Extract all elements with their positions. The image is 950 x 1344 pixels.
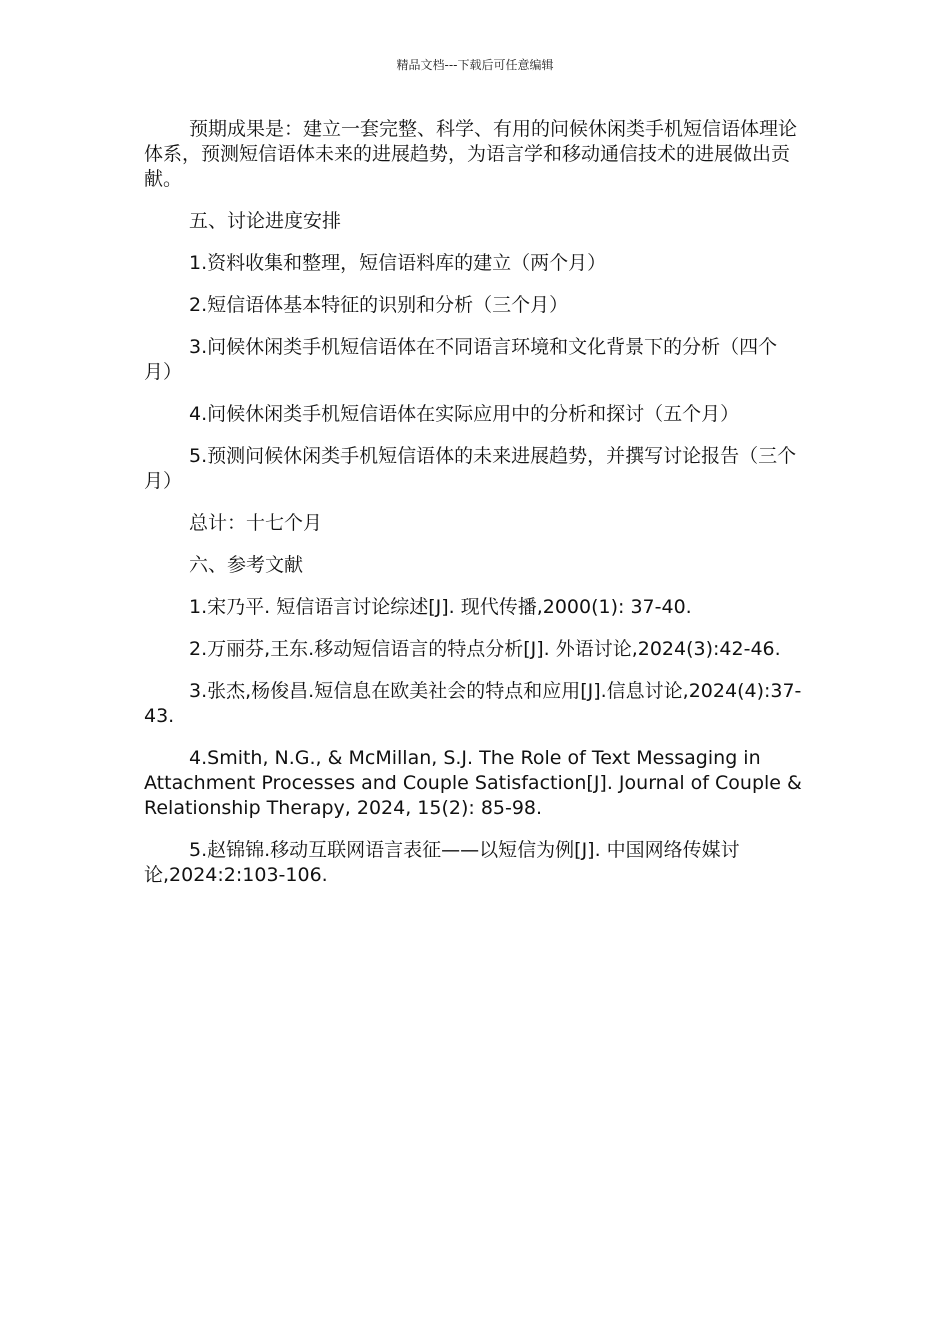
schedule-item: 3.问候休闲类手机短信语体在不同语言环境和文化背景下的分析（四个月）	[144, 336, 778, 383]
page-header: 精品文档---下载后可任意编辑	[396, 58, 554, 72]
section-heading-schedule: 五、讨论进度安排	[189, 210, 342, 232]
reference-item: 1.宋乃平. 短信语言讨论综述[J]. 现代传播,2000(1): 37-40.	[189, 596, 692, 618]
schedule-item: 2.短信语体基本特征的识别和分析（三个月）	[189, 294, 569, 316]
schedule-item: 1.资料收集和整理，短信语料库的建立（两个月）	[189, 252, 607, 274]
reference-item: 4.Smith, N.G., & McMillan, S.J. The Role of Text Messaging in Attachment Processes and Couple Satisfaction[J]. Journal of Couple & Relationship Therapy, 2024, 15(2): 85-98.	[144, 747, 802, 819]
schedule-item: 5.预测问候休闲类手机短信语体的未来进展趋势，并撰写讨论报告（三个月）	[144, 445, 797, 492]
reference-item: 2.万丽芬,王东.移动短信语言的特点分析[J]. 外语讨论,2024(3):42-46.	[189, 638, 781, 660]
schedule-item: 4.问候休闲类手机短信语体在实际应用中的分析和探讨（五个月）	[189, 403, 740, 425]
section-heading-references: 六、参考文献	[189, 554, 304, 576]
reference-item: 5.赵锦锦.移动互联网语言表征——以短信为例[J]. 中国网络传媒讨论,2024:2:103-106.	[144, 839, 740, 886]
document-body	[144, 117, 804, 905]
schedule-total: 总计：十七个月	[189, 512, 323, 534]
expected-results-paragraph: 预期成果是：建立一套完整、科学、有用的问候休闲类手机短信语体理论体系，预测短信语体未来的进展趋势，为语言学和移动通信技术的进展做出贡献。	[144, 118, 798, 190]
reference-item: 3.张杰,杨俊昌.短信息在欧美社会的特点和应用[J].信息讨论,2024(4):37-43.	[144, 680, 802, 727]
